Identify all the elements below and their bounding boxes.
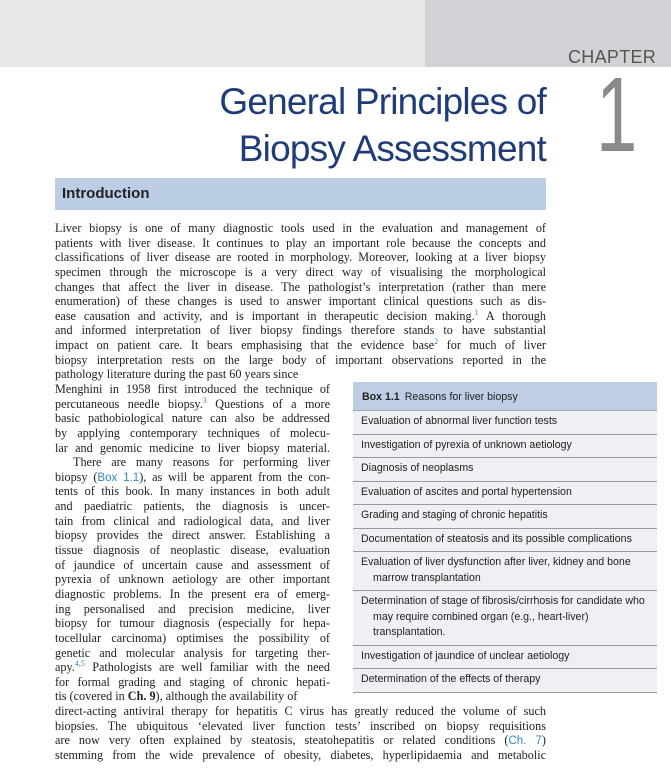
box-list-item: Determination of stage of fibrosis/cirrhosis for candidate who may require combined organ (e.g., heart-liver) transplantation. <box>353 591 657 646</box>
text-line <box>55 543 330 558</box>
text-segment: of jaundice of uncertain cause and assessment of <box>55 557 330 572</box>
text-segment: direct-acting antiviral therapy for hepatitis C virus has greatly reduced the volume of such <box>55 704 546 718</box>
paragraph-column <box>55 382 330 704</box>
box-list-item: Evaluation of abnormal liver function tests <box>353 411 657 435</box>
box-list-item: Documentation of steatosis and its possible complications <box>353 529 657 553</box>
text-line <box>55 528 330 543</box>
text-line <box>55 441 330 456</box>
section-heading-bar <box>55 178 546 210</box>
cross-reference-link[interactable]: Box 1.1 <box>97 471 140 484</box>
text-segment: percutaneous needle biopsy. <box>55 396 203 411</box>
text-segment: enumeration) of these changes is used to answer important clinical questions such as dis- <box>55 294 546 309</box>
text-segment: There are many reasons for performing liver <box>73 455 330 470</box>
text-line <box>55 748 546 763</box>
text-segment: for formal grading and staging of chronic hepati- <box>55 674 330 689</box>
text-segment: pyrexia of unknown aetiology are other important <box>55 572 330 587</box>
text-line <box>55 382 330 397</box>
text-segment: ), as will be apparent from the con- <box>139 469 330 484</box>
text-line <box>55 631 330 646</box>
box-list-item: Evaluation of ascites and portal hypertension <box>353 482 657 506</box>
text-segment: biopsy provides the direct answer. Establishing a <box>55 528 330 543</box>
text-line <box>55 265 546 280</box>
text-line <box>55 250 546 265</box>
text-line <box>55 236 546 251</box>
chapter-title <box>219 78 546 172</box>
text-line <box>55 221 546 236</box>
text-segment: for much of liver <box>438 338 546 353</box>
text-line <box>55 338 546 353</box>
text-segment: and paediatric patients, the diagnosis is uncer- <box>55 499 330 514</box>
text-line <box>55 646 330 661</box>
box-list-item: Determination of the effects of therapy <box>353 669 657 693</box>
section-heading: Introduction <box>62 185 150 202</box>
text-segment: biopsy for tumour diagnosis (especially for hepa- <box>55 616 330 631</box>
text-segment: specimen through the microscope is a very direct way of visualising the morphological <box>55 264 546 279</box>
text-line <box>55 558 330 573</box>
text-line <box>55 602 330 617</box>
text-line <box>55 323 546 338</box>
text-segment: basic pathobiological nature can also be addressed <box>55 411 330 426</box>
text-line <box>55 455 330 470</box>
citation-superscript[interactable]: 4,5 <box>74 659 85 669</box>
box-label: Box 1.1 <box>362 391 400 403</box>
cross-reference: Ch. 9 <box>127 689 156 704</box>
text-segment: Liver biopsy is one of many diagnostic tools used in the evaluation and management of <box>55 221 546 235</box>
text-line <box>55 675 330 690</box>
box-list-item: Investigation of pyrexia of unknown aetiology <box>353 435 657 459</box>
text-segment: lar and genomic medicine to liver biopsy material. <box>55 440 330 455</box>
text-segment: tissue diagnosis of neoplastic disease, evaluation <box>55 543 330 558</box>
text-line <box>55 499 330 514</box>
text-line <box>55 309 546 324</box>
text-line <box>55 572 330 587</box>
text-segment: tain from clinical and radiological data, and liver <box>55 513 330 528</box>
text-segment: tocellular carcinoma) optimises the possibility of <box>55 630 330 645</box>
text-line <box>55 353 546 368</box>
text-segment: and informed interpretation of liver biopsy findings therefore stands to have substantial <box>55 323 546 338</box>
text-line <box>55 660 330 675</box>
paragraph-1 <box>55 221 546 382</box>
text-segment: diagnostic problems. In the present era of emerg- <box>55 586 330 601</box>
text-segment: classifications of liver disease are rooted in morphology. Moreover, looking at a liver biopsy <box>55 250 546 265</box>
text-line <box>55 470 330 485</box>
text-segment: impact on patient care. It bears emphasising that the evidence base <box>55 338 435 353</box>
text-line <box>55 280 546 295</box>
text-segment: Questions of a more <box>206 396 330 411</box>
text-line <box>55 719 546 734</box>
paragraph-tail <box>55 704 546 763</box>
text-segment: apy. <box>55 660 75 675</box>
text-segment: pathology literature during the past 60 years since <box>55 367 299 382</box>
text-segment: biopsies. The ubiquitous ‘elevated liver function tests’ inscribed on biopsy requisitions <box>55 718 546 733</box>
text-segment: patients with liver disease. It continues to play an important role because the concepts and <box>55 235 546 250</box>
citation-superscript[interactable]: 1 <box>474 307 479 317</box>
text-segment: by applying contemporary techniques of molecu- <box>55 425 330 440</box>
chapter-title-line-2: Biopsy Assessment <box>238 128 546 169</box>
text-line <box>55 397 330 412</box>
text-line <box>55 689 330 704</box>
citation-superscript[interactable]: 3 <box>202 395 207 405</box>
text-line <box>55 733 546 748</box>
text-segment: ), although the availability of <box>155 689 298 704</box>
text-segment: are now very often explained by steatosis, steatohepatitis or related conditions ( <box>55 733 509 748</box>
text-segment: ing personalised and precision medicine, liver <box>55 601 330 616</box>
box-header <box>353 382 657 411</box>
text-line <box>55 514 330 529</box>
box-reasons-for-liver-biopsy <box>353 382 657 693</box>
box-list-item: Investigation of jaundice of unclear aetiology <box>353 646 657 670</box>
box-title: Reasons for liver biopsy <box>404 391 518 403</box>
chapter-number: 1 <box>596 56 638 174</box>
text-segment: ) <box>541 733 546 748</box>
text-segment: Pathologists are well familiar with the need <box>84 660 330 675</box>
text-line <box>55 411 330 426</box>
text-segment: tis (covered in <box>55 689 128 704</box>
text-segment: tents of this book. In many instances in both adult <box>55 484 330 499</box>
text-line <box>55 426 330 441</box>
text-segment: Menghini in 1958 first introduced the technique of <box>55 382 330 396</box>
text-segment: genetic and molecular analysis for targeting ther- <box>55 645 330 660</box>
cross-reference-link[interactable]: Ch. 7 <box>508 735 542 748</box>
citation-superscript[interactable]: 2 <box>434 337 439 347</box>
box-list-item: Evaluation of liver dysfunction after liver, kidney and bone marrow transplantation <box>353 552 657 591</box>
text-line <box>55 367 546 382</box>
text-segment: ease causation and activity, and is important in therapeutic decision making. <box>55 308 475 323</box>
text-segment: stemming from the wide prevalence of obesity, diabetes, hyperlipidaemia and metabolic <box>55 747 546 762</box>
chapter-label: CHAPTER <box>568 47 657 67</box>
text-segment: A thorough <box>478 308 546 323</box>
chapter-title-line-1: General Principles of <box>219 81 546 122</box>
text-segment: biopsy interpretation rests on the large body of important observations reported in the <box>55 352 546 367</box>
text-line <box>55 484 330 499</box>
text-line <box>55 616 330 631</box>
text-line <box>55 587 330 602</box>
box-list-item: Diagnosis of neoplasms <box>353 458 657 482</box>
text-segment: biopsy ( <box>55 469 98 484</box>
box-list-item: Grading and staging of chronic hepatitis <box>353 505 657 529</box>
text-segment: changes that affect the liver in disease. The pathologist’s interpretation (rather than mere <box>55 279 546 294</box>
text-line <box>55 704 546 719</box>
text-line <box>55 294 546 309</box>
